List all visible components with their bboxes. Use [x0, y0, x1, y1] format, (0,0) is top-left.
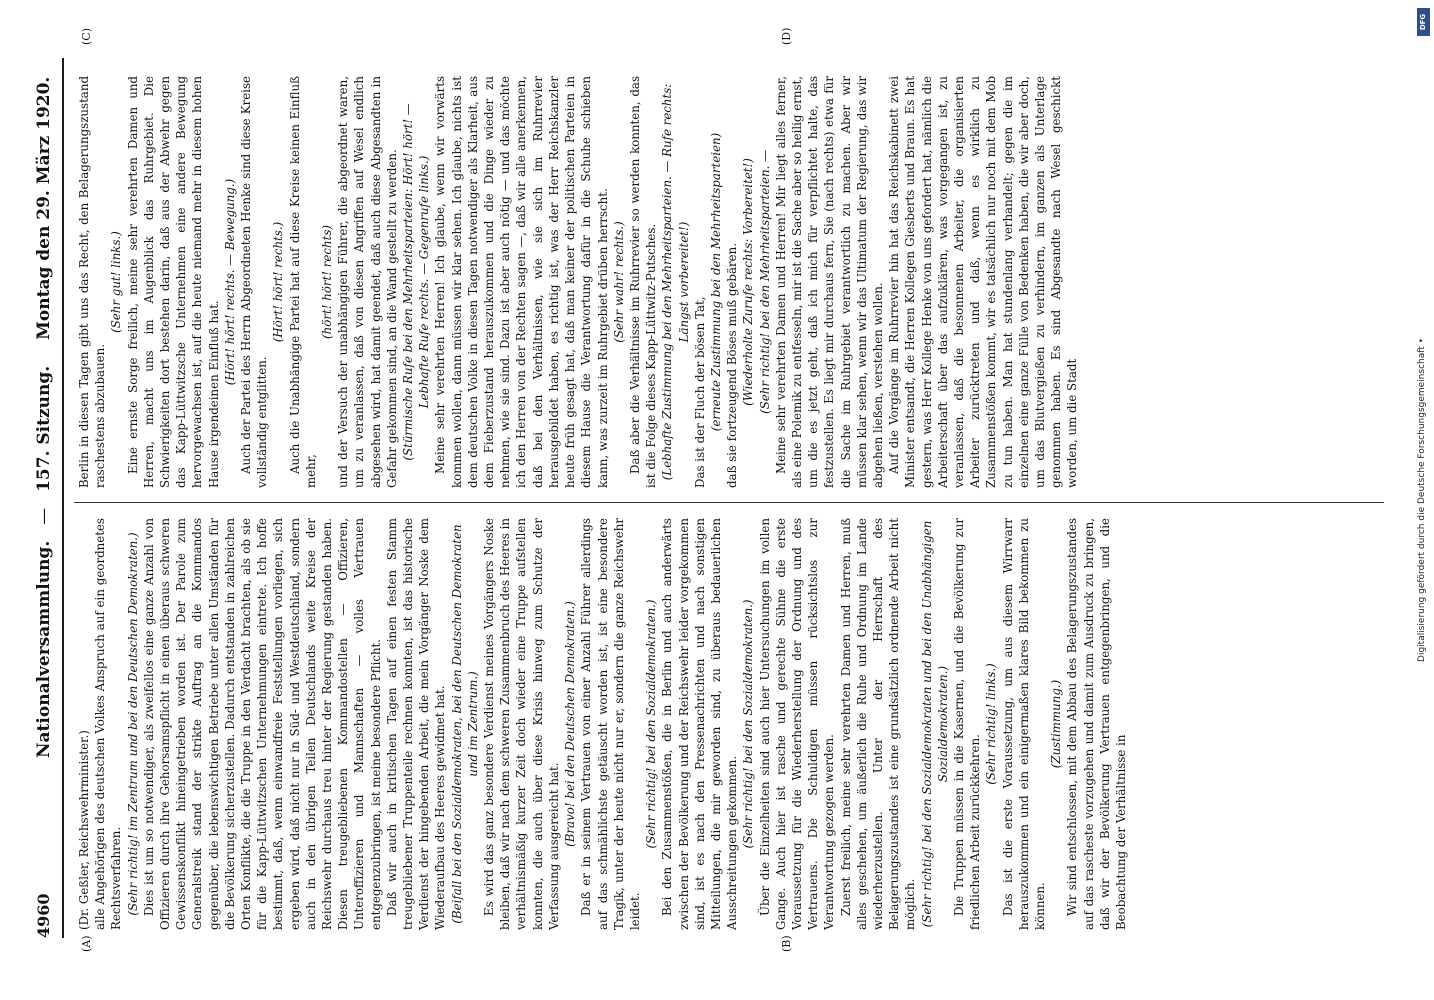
paragraph: Auch der Partei des Herrn Abgeordneten Henke sind diese Kreise vollständig entglitten.	[239, 76, 270, 488]
interjection: (Sehr richtig! bei den Sozialdemokraten.)	[741, 599, 756, 849]
interjection: (Beifall bei den Sozialdemokraten, bei den Deutschen Demokraten und im Zentrum.)	[449, 524, 480, 924]
paragraph: Meine sehr verehrten Damen und Herren! Mir liegt alles ferner, als eine Polemik zu entfesseln, mir ist die Sache aber so heilig ernst, um die es jetzt geht, daß ich mich für verpflichtet halte, das festzustellen. Es liegt mir durchaus fern, Sie (nach rechts) etwa für die Sache im Ruhrgebiet verantwortlich zu machen. Aber wir müssen klar sehen, wenn wir das Ultimatum der Regierung, das wir abgehen ließen, verstehen wollen.	[773, 76, 885, 488]
paragraph: Das ist die erste Voraussetzung, um aus diesem Wirrwarr herauszukommen und ein einigermaßen klares Bild bekommen zu können.	[1000, 518, 1047, 930]
interjection: (Zustimmung.)	[1049, 679, 1064, 769]
interjection: (Hört! hört! rechts.)	[271, 221, 286, 343]
interjection: (Stürmische Rufe bei den Mehrheitsparteien: Hört! hört! — Lebhafte Rufe rechts. — Gegenrufe links.)	[401, 103, 432, 461]
speaker-line: (Dr. Geßler, Reichswehrminister.)	[77, 730, 91, 930]
interjection: (Sehr wahr! rechts.)	[611, 221, 626, 343]
paragraph: Daß er in seinem Vertrauen von einer Anzahl Führer allerdings auf das schmählichste getäuscht worden ist, ist eine besondere Tragik, unter der heute nicht nur er, sondern die ganze Reichswehr leidet.	[579, 518, 642, 930]
interjection: (Sehr gut! links.)	[109, 231, 124, 333]
left-column	[76, 518, 1129, 930]
digitization-credit	[1412, 0, 1432, 1000]
paragraph: Berlin in diesen Tagen gibt uns das Recht, den Belagerungszustand raschestens abzubauen.	[77, 76, 108, 488]
interjection: (Sehr richtig! bei den Sozialdemokraten.)	[644, 599, 659, 849]
column-divider	[74, 502, 1384, 503]
paragraph: und der Versuch der unabhängigen Führer, die abgeordnet waren, um zu veranlassen, daß von diesen Angriffen auf Wesel endlich abgesehen wird, hat damit geendet, daß auch diese Abgesandten in Gefahr gekommen sind, an die Wand gestellt zu werden.	[336, 76, 399, 488]
paragraph: Daß aber die Verhältnisse im Ruhrrevier so werden konnten, das ist die Folge dieses Kapp-Lüttwitz-Putsches.	[627, 76, 659, 488]
paragraph: Die Truppen müssen in die Kasernen, und die Bevölkerung zur friedlichen Arbeit zurückkehren.	[951, 518, 983, 930]
paragraph: Auch die Unabhängige Partei hat auf diese Kreise keinen Einfluß mehr,	[287, 76, 318, 488]
paragraph: Eine ernste Sorge freilich, meine sehr verehrten Damen und Herren, macht uns im Augenblick das Ruhrgebiet. Die Schwierigkeiten dort bestehen darin, daß aus der Abwehr gegen das Kapp-Lüttwitzsche Unternehmen eine andere Bewegung hervorgewachsen ist, auf die heute niemand mehr in diesem hohen Hause irgendeinen Einfluß hat.	[125, 76, 221, 488]
session-number: 157. Sitzung.	[34, 365, 54, 492]
header-separator: —	[34, 507, 54, 525]
header-rule	[62, 58, 64, 938]
margin-marker-a: (A)	[80, 935, 93, 952]
interjection: (Sehr richtig! links.)	[984, 663, 999, 785]
right-column	[76, 76, 1081, 488]
interjection: (Hört! hört! rechts. — Bewegung.)	[222, 178, 237, 386]
margin-marker-c: (C)	[80, 28, 93, 45]
paragraph: Dies ist um so notwendiger, als zweifellos eine ganze Anzahl von Offizieren durch ihre Gehorsamspflicht in einen überaus schweren Gewissenskonflikt hineingetrieben worden ist. Der Parole zum Generalstreik stand der strikte Auftrag an die Kommandos gegenüber, die lebenswichtigen Betriebe unter allen Umständen für die Bevölkerung sicherzustellen. Dadurch entstanden in zahlreichen Orten Konflikte, die die Truppe in den Verdacht brachten, als ob sie für die Kapp-Lüttwitzschen Unternehmungen eintrete. Ich hoffe bestimmt, daß, wenn einwandfreie Feststellungen vorliegen, sich ergeben wird, daß nicht nur in Süd- und Westdeutschland, sondern auch in den übrigen Teilen Deutschlands weite Kreise der Reichswehr durchaus treu hinter der Regierung gestanden haben. Diesen treugebliebenen Kommandostellen — Offizieren, Unteroffizieren und Mannschaften — volles Vertrauen entgegenzubringen, ist meine besondere Pflicht.	[141, 518, 383, 930]
margin-marker-d: (D)	[780, 27, 793, 45]
interjection: (erneute Zustimmung bei den Mehrheitsparteien)	[708, 132, 723, 432]
credit-text: Digitalisierung gefördert durch die Deutsche Forschungsgemeinschaft •	[1417, 338, 1427, 662]
paragraph: Über die Einzelheiten sind auch hier Untersuchungen im vollen Gange. Auch hier ist rasche und gerechte Sühne die erste Voraussetzung für die Wiederherstellung der Ordnung und des Vertrauens. Die Schuldigen müssen rücksichtslos zur Verantwortung gezogen werden.	[757, 518, 837, 930]
interjection: (Sehr richtig! bei den Sozialdemokraten und bei den Unabhängigen Sozialdemokraten.)	[919, 520, 950, 928]
page-number: 4960	[34, 893, 53, 938]
paragraph: Bei den Zusammenstößen, die in Berlin und auch anderwärts zwischen der Bevölkerung und der Reichswehr leider vorgekommen sind, ist es nach den Pressenachrichten und nach sonstigen Mitteilungen, die mir geworden sind, zu überaus bedauerlichen Ausschreitungen gekommen.	[660, 518, 740, 930]
paragraph: Auf die Vorgänge im Ruhrrevier hin hat das Reichskabinett zwei Minister entsandt, die Herren Kollegen Giesberts und Braun. Es hat gestern, was Herr Kollege Henke von uns gefordert hat, nämlich die Arbeiterschaft über das aufzuklären, was vorgegangen ist, zu veranlassen, daß die besonnenen Arbeiter, die organisierten Arbeiter zurücktreten und daß, wenn es wirklich zu Zusammenstößen kommt, wir es tatsächlich nur noch mit dem Mob zu tun haben. Man hat stundenlang verhandelt; gegen die im einzelnen eine ganze Fülle von Bedenken haben, die wir aber doch, um das Blutvergießen zu verhindern, im ganzen als Unterlage genommen haben. Es sind Abgesandte nach Wesel geschickt worden, um die Stadt	[887, 76, 1080, 488]
header-title-line	[34, 77, 54, 758]
page-header	[30, 58, 62, 938]
paragraph: Zuerst freilich, meine sehr verehrten Damen und Herren, muß alles geschehen, um äußerlich die Ruhe und Ordnung im Lande wiederherzustellen. Unter der Herrschaft des Belagerungszustandes ist eine grundsätzlich ordnende Arbeit nicht möglich.	[838, 518, 918, 930]
assembly-title: Nationalversammlung.	[34, 540, 54, 758]
interjection: (Sehr richtig! bei den Mehrheitsparteien. —	[757, 150, 772, 414]
interjection: (Lebhafte Zustimmung bei den Mehrheitsparteien. — Rufe rechts: Längst vorbereitet!)	[660, 83, 691, 481]
session-date: Montag den 29. März 1920.	[34, 76, 54, 340]
paragraph: alle Angehörigen des deutschen Volkes Anspruch auf ein geordnetes Rechtsverfahren.	[93, 518, 124, 930]
paragraph: Daß wir auch in kritischen Tagen auf einen festen Stamm treugebliebener Truppenteile rechnen konnten, ist das historische Verdienst der hingebenden Arbeit, die mein Vorgänger Noske dem Wiederaufbau des Heeres gewidmet hat.	[384, 518, 448, 930]
paragraph: Das ist der Fluch der bösen Tat,	[692, 296, 707, 488]
interjection: (hört! hört! rechts)	[320, 225, 335, 339]
interjection: (Wiederholte Zurufe rechts: Vorbereitet!)	[741, 158, 756, 406]
paragraph: Wir sind entschlossen, mit dem Abbau des Belagerungszustandes auf das rascheste vorzugehen und damit zum Ausdruck zu bringen, daß wir der Bevölkerung Vertrauen entgegenbringen, und die Beobachtung der Verhältnisse in	[1065, 518, 1128, 930]
interjection: (Bravo! bei den Deutschen Demokraten.)	[563, 601, 578, 847]
paragraph: daß sie fortzeugend Böses muß gebären.	[725, 243, 740, 488]
paragraph: Es wird das ganz besondere Verdienst meines Vorgängers Noske bleiben, daß wir nach dem schweren Zusammenbruch des Heeres in verhältnismäßig kurzer Zeit doch wieder eine Truppe aufstellen konnten, die auch über diese Krisis hinweg zum Schutze der Verfassung ausgereicht hat.	[482, 518, 561, 930]
paragraph: Meine sehr verehrten Herren! Ich glaube, wenn wir vorwärts kommen wollen, dann müssen wir klar sehen. Ich glaube, nichts ist dem deutschen Volke in diesen Tagen notwendiger als Klarheit, aus dem Fieberzustand herauszukommen und die Dinge wieder zu nehmen, wie sie sind. Dazu ist aber auch nötig — und das möchte ich den Herren von der Rechten sagen —, daß wir alle anerkennen, daß bei den Verhältnissen, wie sie sich im Ruhrrevier herausgebildet haben, es richtig ist, was der Herr Reichskanzler heute früh gesagt hat, daß man keiner der politischen Parteien in diesem Hause die Verantwortung dafür in die Schuhe schieben kann, was zurzeit im Ruhrgebiet drüben herrscht.	[433, 76, 610, 488]
margin-marker-b: (B)	[780, 935, 793, 952]
dfg-logo: DFG	[1417, 8, 1430, 36]
interjection: (Sehr richtig! im Zentrum und bei den Deutschen Demokraten.)	[125, 532, 140, 916]
